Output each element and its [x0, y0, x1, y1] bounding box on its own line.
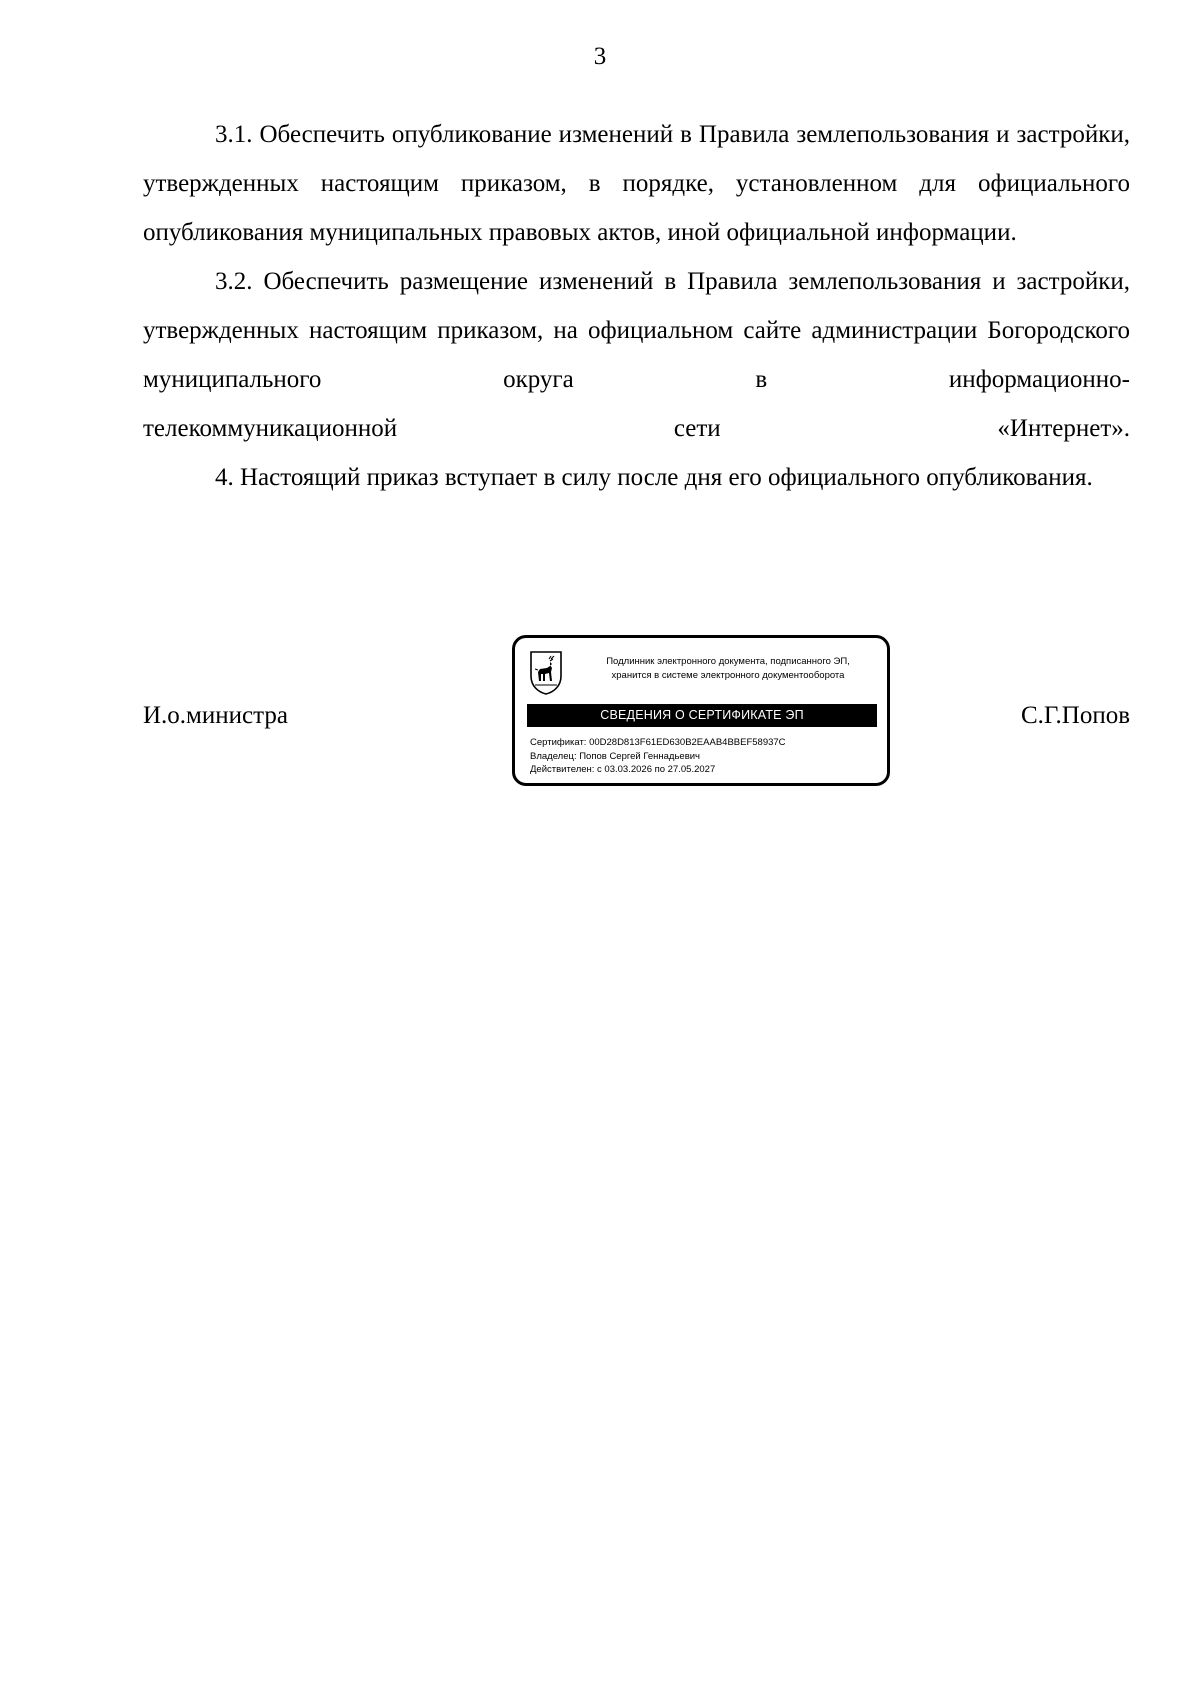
paragraph-3-1: 3.1. Обеспечить опубликование изменений в Правила землепользования и застройки, утвержденных настоящим приказом, в порядке, установленном для официального опубликования муниципальных правовых актов, иной официальной информации.	[143, 121, 1130, 246]
paragraph-4: 4. Настоящий приказ вступает в силу после дня его официального опубликования.	[215, 464, 1093, 491]
signature-block	[143, 635, 1130, 795]
deer-coat-of-arms-icon	[528, 650, 564, 696]
page-number: 3	[593, 43, 607, 70]
stamp-title-bar: СВЕДЕНИЯ О СЕРТИФИКАТЕ ЭП	[527, 704, 877, 727]
document-body	[143, 110, 1130, 502]
signer-position: И.о.министра	[143, 702, 288, 729]
paragraph-3-2	[143, 257, 1130, 453]
certificate-number: Сертификат: 00D28D813F61ED630B2EAAB4BBEF58937C	[530, 737, 786, 748]
certificate-validity: Действителен: с 03.03.2026 по 27.05.2027	[530, 764, 716, 775]
stamp-certificate-info	[530, 736, 880, 777]
electronic-signature-stamp	[512, 635, 890, 786]
signer-name: С.Г.Попов	[1020, 702, 1130, 729]
stamp-header-line-2: хранится в системе электронного документооборота	[611, 670, 845, 681]
paragraph-3-2-end: телекоммуникационной сети «Интернет».	[143, 415, 1130, 442]
stamp-header-line-1: Подлинник электронного документа, подписанного ЭП,	[606, 656, 850, 667]
certificate-owner: Владелец: Попов Сергей Геннадьевич	[530, 750, 701, 762]
paragraph-3-2-main: 3.2. Обеспечить размещение изменений в Правила землепользования и застройки, утвержденных настоящим приказом, на официальном сайте администрации Богородского муниципального округа в информационно-	[143, 268, 1130, 393]
stamp-header	[573, 655, 883, 683]
